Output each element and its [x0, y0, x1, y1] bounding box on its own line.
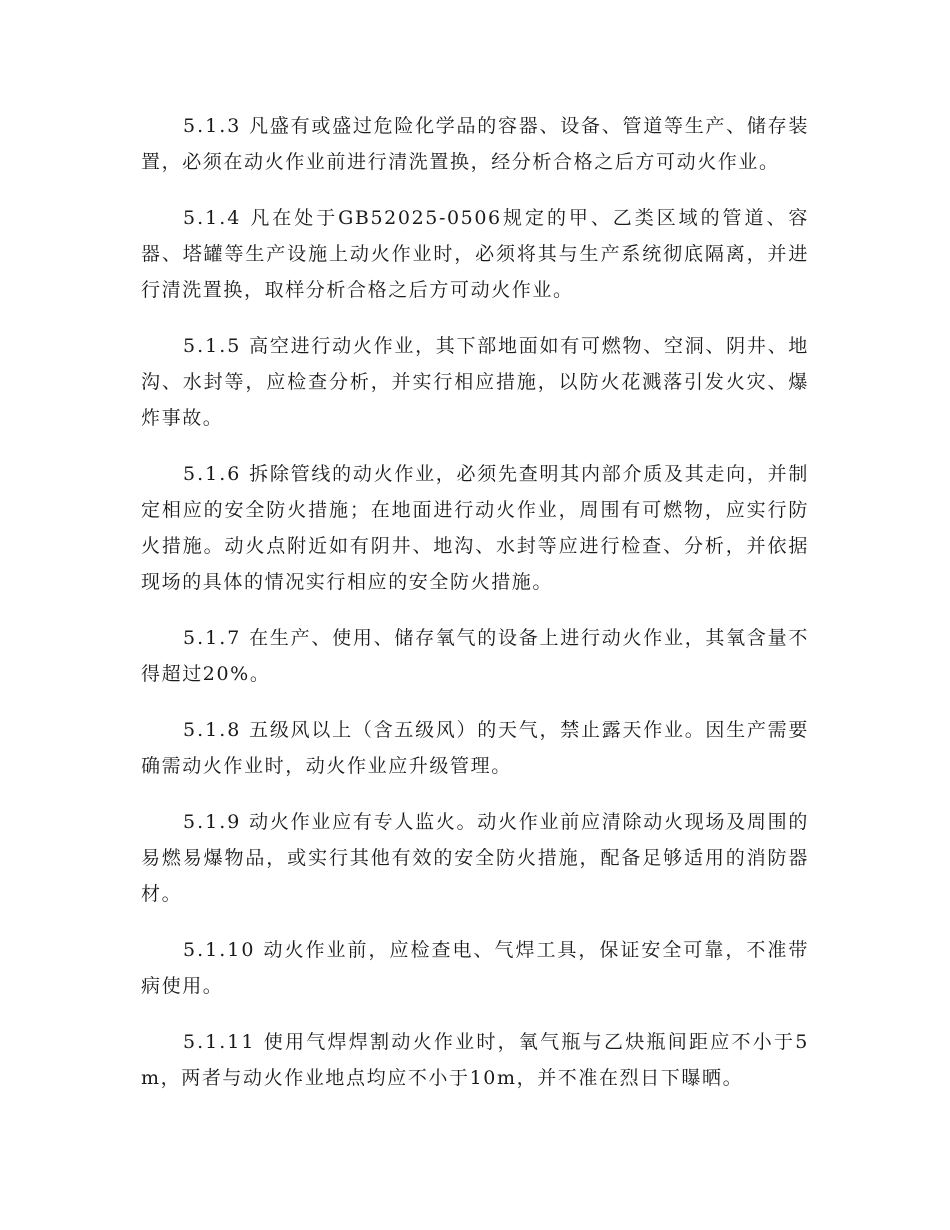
- paragraph-text: 动火作业前，应检查电、气焊工具，保证安全可靠，不准带病使用。: [141, 939, 810, 997]
- paragraph-text: 在生产、使用、储存氧气的设备上进行动火作业，其氧含量不得超过20%。: [141, 627, 809, 685]
- paragraph-5-1-10: [141, 932, 809, 1004]
- paragraph-5-1-4: [141, 200, 809, 308]
- clause-number: 5.1.3: [183, 115, 242, 137]
- paragraph-text: 使用气焊焊割动火作业时，氧气瓶与乙炔瓶间距应不小于5m，两者与动火作业地点均应不小于10m，并不准在烈日下曝晒。: [141, 1031, 809, 1089]
- paragraph-5-1-11: [141, 1024, 809, 1096]
- clause-number: 5.1.6: [183, 463, 242, 485]
- paragraph-5-1-9: [141, 804, 809, 912]
- paragraph-text: 拆除管线的动火作业，必须先查明其内部介质及其走向，并制定相应的安全防火措施；在地面进行动火作业，周围有可燃物，应实行防火措施。动火点附近如有阴井、地沟、水封等应进行检查、分析，并依据现场的具体的情况实行相应的安全防火措施。: [141, 463, 809, 593]
- paragraph-5-1-7: [141, 620, 809, 692]
- clause-number: 5.1.10: [183, 939, 256, 961]
- paragraph-5-1-8: [141, 712, 809, 784]
- paragraph-5-1-6: [141, 456, 809, 600]
- clause-number: 5.1.7: [183, 627, 242, 649]
- paragraph-text: 高空进行动火作业，其下部地面如有可燃物、空洞、阴井、地沟、水封等，应检查分析，并实行相应措施，以防火花溅落引发火灾、爆炸事故。: [141, 335, 809, 429]
- paragraph-text: 凡在处于GB52025-0506规定的甲、乙类区域的管道、容器、塔罐等生产设施上动火作业时，必须将其与生产系统彻底隔离，并进行清洗置换，取样分析合格之后方可动火作业。: [141, 207, 810, 301]
- paragraph-text: 动火作业应有专人监火。动火作业前应清除动火现场及周围的易燃易爆物品，或实行其他有效的安全防火措施，配备足够适用的消防器材。: [141, 811, 809, 905]
- document-body: [141, 108, 809, 1116]
- paragraph-text: 凡盛有或盛过危险化学品的容器、设备、管道等生产、储存装置，必须在动火作业前进行清洗置换，经分析合格之后方可动火作业。: [141, 115, 809, 173]
- clause-number: 5.1.4: [183, 207, 242, 229]
- clause-number: 5.1.9: [183, 811, 242, 833]
- clause-number: 5.1.8: [183, 719, 242, 741]
- clause-number: 5.1.11: [183, 1031, 256, 1053]
- paragraph-5-1-3: [141, 108, 809, 180]
- paragraph-text: 五级风以上（含五级风）的天气，禁止露天作业。因生产需要确需动火作业时，动火作业应升级管理。: [141, 719, 809, 777]
- clause-number: 5.1.5: [183, 335, 242, 357]
- paragraph-5-1-5: [141, 328, 809, 436]
